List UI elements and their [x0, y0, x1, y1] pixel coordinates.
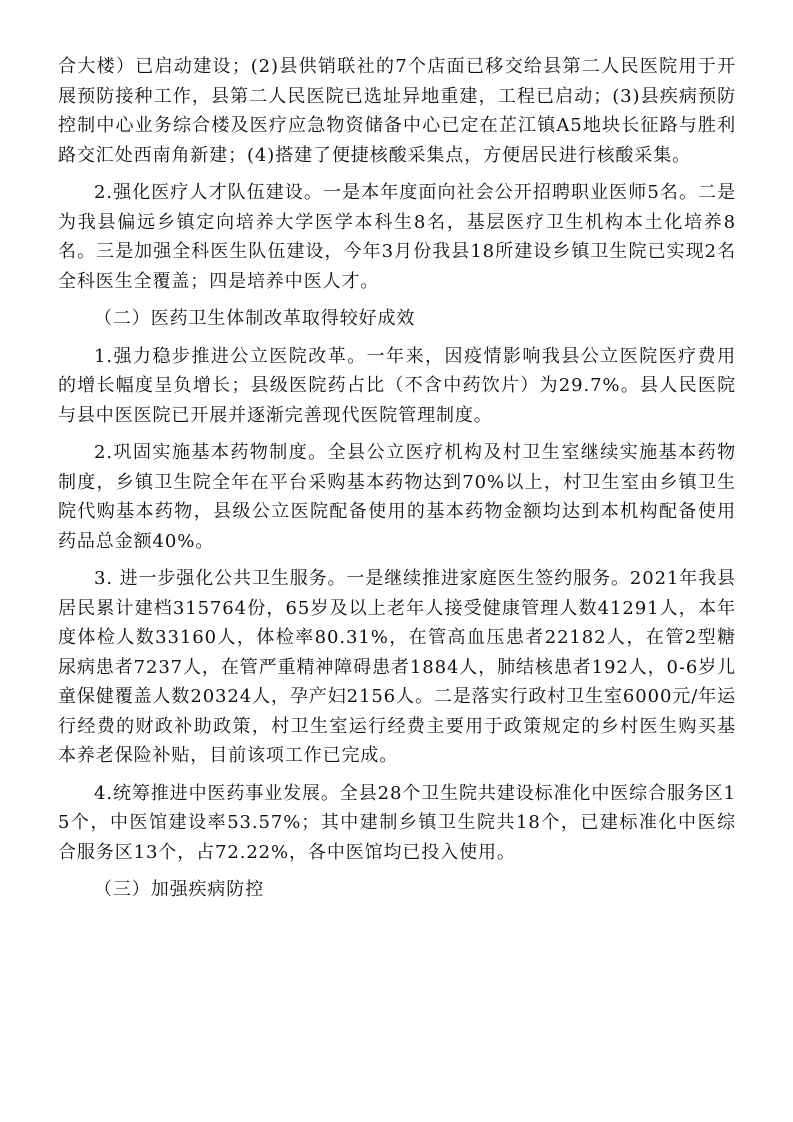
- section-heading-2: （二）医药卫生体制改革取得较好成效: [94, 308, 416, 329]
- document-page: [58, 52, 736, 905]
- paragraph-hospital-reform: 1.强力稳步推进公立医院改革。一年来，因疫情影响我县公立医院医疗费用的增长幅度呈负增长；县级医院药占比（不含中药饮片）为29.7%。县人民医院与县中医医院已开展并逐渐完善现代医院管理制度。: [58, 345, 736, 426]
- section-heading-3: （三）加强疾病防控: [94, 879, 265, 900]
- paragraph-essential-drugs: 2.巩固实施基本药物制度。全县公立医疗机构及村卫生室继续实施基本药物制度，乡镇卫生院全年在平台采购基本药物达到70%以上，村卫生室由乡镇卫生院代购基本药物，县级公立医院配备使用的基本药物金额均达到本机构配备使用药品总金额40%。: [58, 442, 736, 552]
- paragraph-tcm-development: 4.统筹推进中医药事业发展。全县28个卫生院共建设标准化中医综合服务区15个，中医馆建设率53.57%；其中建制乡镇卫生院共18个，已建标准化中医综合服务区13个，占72.22%，各中医馆均已投入使用。: [58, 782, 736, 863]
- paragraph-talent-building: 2.强化医疗人才队伍建设。一是本年度面向社会公开招聘职业医师5名。二是为我县偏远乡镇定向培养大学医学本科生8名，基层医疗卫生机构本土化培养8名。三是加强全科医生队伍建设，今年3月份我县18所建设乡镇卫生院已实现2名全科医生全覆盖；四是培养中医人才。: [58, 182, 736, 292]
- paragraph-public-health: 3. 进一步强化公共卫生服务。一是继续推进家庭医生签约服务。2021年我县居民累计建档315764份，65岁及以上老年人接受健康管理人数41291人，本年度体检人数33160人，体检率80.31%，在管高血压患者22182人，在管2型糖尿病患者7237人，在管严重精神障碍患者1884人，肺结核患者192人，0-6岁儿童保健覆盖人数20324人，孕产妇2156人。二是落实行政村卫生室6000元/年运行经费的财政补助政策，村卫生室运行经费主要用于政策规定的乡村医生购买基本养老保险补贴，目前该项工作已完成。: [58, 568, 737, 766]
- paragraph-continuation: 合大楼）已启动建设；(2)县供销联社的7个店面已移交给县第二人民医院用于开展预防接种工作，县第二人民医院已选址异地重建，工程已启动；(3)县疾病预防控制中心业务综合楼及医疗应急物资储备中心已定在芷江镇A5地块长征路与胜利路交汇处西南角新建；(4)搭建了便捷核酸采集点，方便居民进行核酸采集。: [58, 56, 736, 166]
